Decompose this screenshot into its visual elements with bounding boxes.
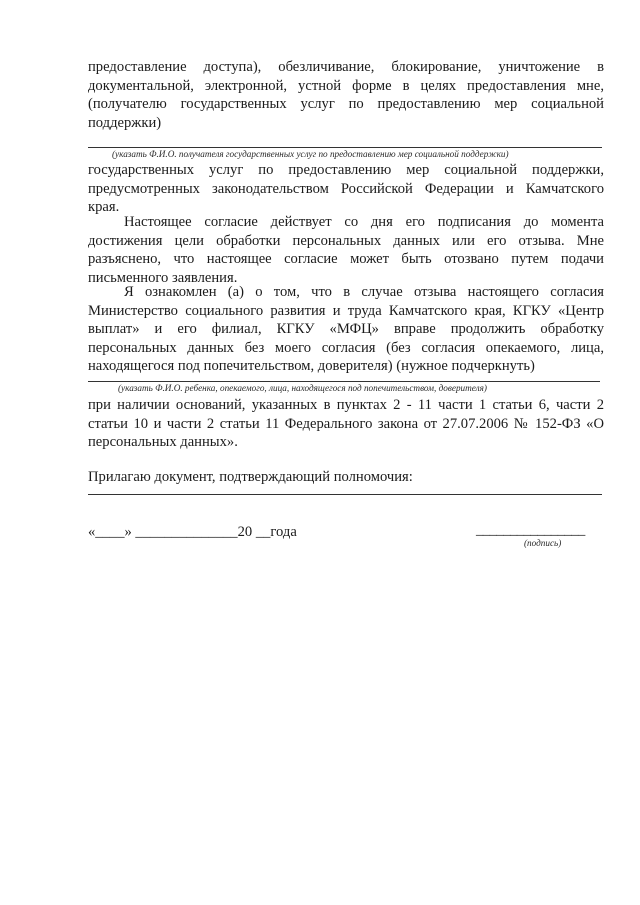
text-line: разъяснено, что настоящее согласие может быть отозвано путем подачи bbox=[88, 251, 604, 267]
text-line: предоставление доступа), обезличивание, блокирование, уничтожение в bbox=[88, 59, 604, 75]
signature-line: ________________ bbox=[476, 522, 585, 538]
paragraph-consent-purpose bbox=[88, 58, 604, 132]
text-line: выплат» и его филиал, КГКУ «МФЦ» вправе продолжить обработку bbox=[88, 321, 604, 337]
text-line: при наличии оснований, указанных в пунктах 2 - 11 части 1 статьи 6, части 2 bbox=[88, 397, 604, 413]
paragraph-consent-validity bbox=[88, 213, 604, 287]
signature-caption: (подпись) bbox=[524, 538, 562, 548]
text-line: документальной, электронной, устной форме в целях предоставления мне, bbox=[88, 77, 604, 94]
fill-in-line-recipient bbox=[88, 147, 602, 148]
paragraph-social-support bbox=[88, 161, 604, 217]
date-line: «____» ______________20 __года bbox=[88, 524, 297, 540]
text-line: находящегося под попечительством, доверителя) (нужное подчеркнуть) bbox=[88, 358, 535, 374]
text-line: персональных данных». bbox=[88, 434, 238, 450]
text-line: государственных услуг по предоставлению мер социальной поддержки, bbox=[88, 162, 604, 178]
text-line: края. bbox=[88, 199, 120, 215]
text-line: статьи 10 и части 2 статьи 11 Федерального закона от 27.07.2006 № 152-ФЗ «О bbox=[88, 415, 604, 432]
text-line: персональных данных без моего согласия (без согласия опекаемого, лица, bbox=[88, 339, 604, 356]
text-line: письменного заявления. bbox=[88, 269, 238, 286]
text-line: предусмотренных законодательством Российской Федерации и Камчатского bbox=[88, 180, 604, 197]
attachment-label: Прилагаю документ, подтверждающий полномочия: bbox=[88, 469, 413, 485]
paragraph-legal-basis bbox=[88, 396, 604, 452]
text-line: Я ознакомлен (а) о том, что в случае отзыва настоящего согласия bbox=[124, 284, 604, 300]
fill-in-line-attachment bbox=[88, 494, 602, 495]
fill-in-line-ward bbox=[88, 381, 600, 382]
caption-recipient-name: (указать Ф.И.О. получателя государственных услуг по предоставлению мер социальной поддержки) bbox=[112, 149, 509, 159]
text-line: поддержки) bbox=[88, 114, 162, 131]
text-line: Министерство социального развития и труда Камчатского края, КГКУ «Центр bbox=[88, 302, 604, 319]
text-line: Настоящее согласие действует со дня его подписания до момента bbox=[124, 214, 604, 230]
caption-ward-name: (указать Ф.И.О. ребенка, опекаемого, лица, находящегося под попечительством, доверителя) bbox=[118, 383, 487, 393]
text-line: (получателю государственных услуг по предоставлению мер социальной bbox=[88, 96, 604, 112]
paragraph-acknowledgement bbox=[88, 283, 604, 376]
text-line: достижения цели обработки персональных данных или его отзыва. Мне bbox=[88, 232, 604, 249]
